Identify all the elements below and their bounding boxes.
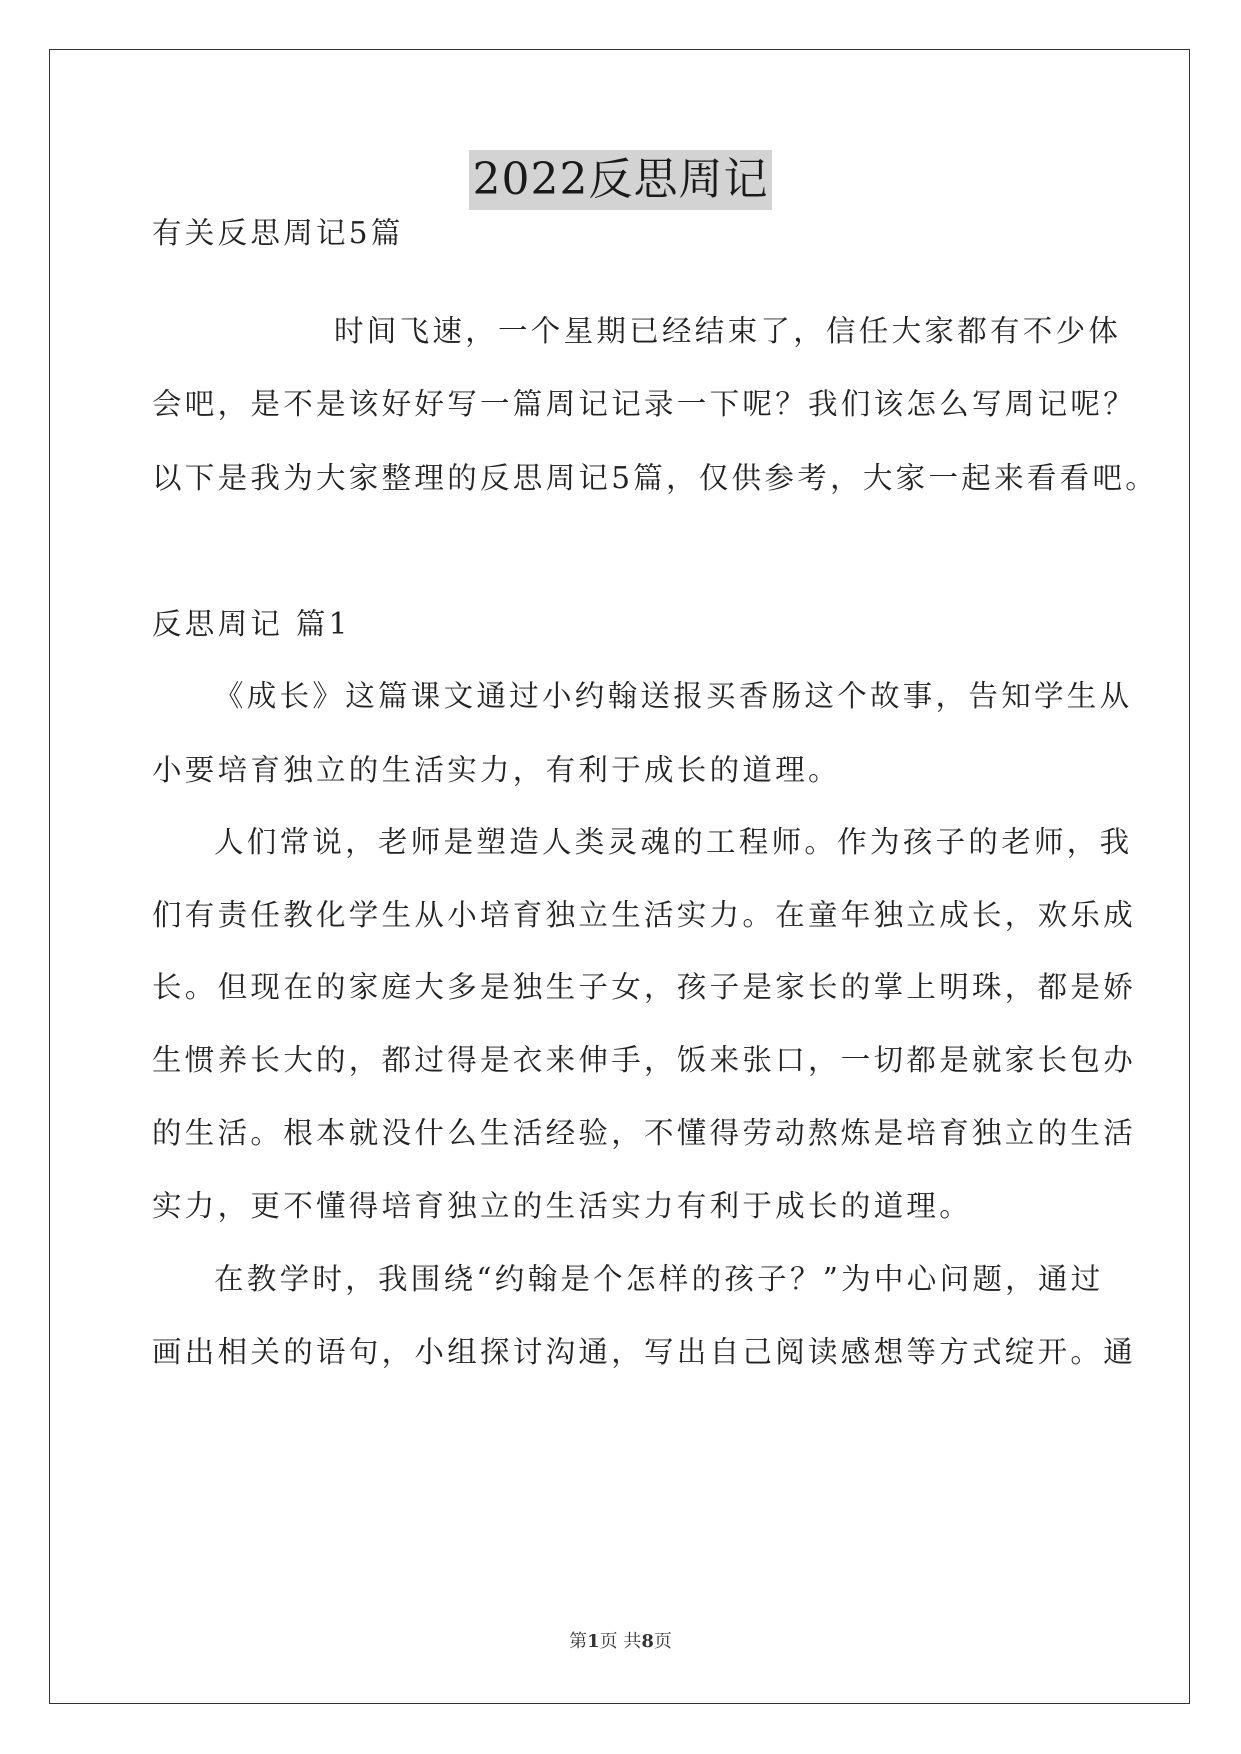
footer-prefix: 第 [569,1631,588,1652]
footer-total-pages: 8 [641,1631,654,1652]
body-line-2: 小要培育独立的生活实力，有利于成长的道理。 [152,753,841,787]
body-line-8: 实力，更不懂得培育独立的生活实力有利于成长的道理。 [152,1189,973,1223]
page-footer [0,1630,1241,1654]
body-line-7: 的生活。根本就没什么生活经验，不懂得劳动熬炼是培育独立的生活 [152,1116,1137,1150]
footer-page-number: 1 [587,1631,600,1652]
body-line-3: 人们常说，老师是塑造人类灵魂的工程师。作为孩子的老师，我 [214,825,1133,859]
body-line-5: 长。但现在的家庭大多是独生子女，孩子是家长的掌上明珠，都是娇 [152,970,1137,1004]
intro-line-1: 时间飞速，一个星期已经结束了，信任大家都有不少体 [334,314,1122,348]
body-line-4: 们有责任教化学生从小培育独立生活实力。在童年独立成长，欢乐成 [152,898,1137,932]
footer-middle: 页 共 [599,1631,642,1652]
section-heading: 反思周记 篇1 [152,607,351,641]
body-line-9: 在教学时，我围绕“约翰是个怎样的孩子？”为中心问题，通过 [214,1262,1104,1296]
title-container [0,150,1241,210]
body-line-6: 生惯养长大的，都过得是衣来伸手，饭来张口，一切都是就家长包办 [152,1043,1137,1077]
body-line-10: 画出相关的语句，小组探讨沟通，写出自己阅读感想等方式绽开。通 [152,1335,1137,1369]
subtitle: 有关反思周记5篇 [152,216,404,250]
intro-line-2: 会吧，是不是该好好写一篇周记记录一下呢？我们该怎么写周记呢？ [152,387,1137,421]
intro-line-3: 以下是我为大家整理的反思周记5篇，仅供参考，大家一起来看看吧。 [152,461,1159,495]
body-line-1: 《成长》这篇课文通过小约翰送报买香肠这个故事，告知学生从 [214,679,1133,713]
page-border [49,49,1190,1704]
footer-suffix: 页 [653,1631,672,1652]
document-title: 2022反思周记 [469,150,773,210]
